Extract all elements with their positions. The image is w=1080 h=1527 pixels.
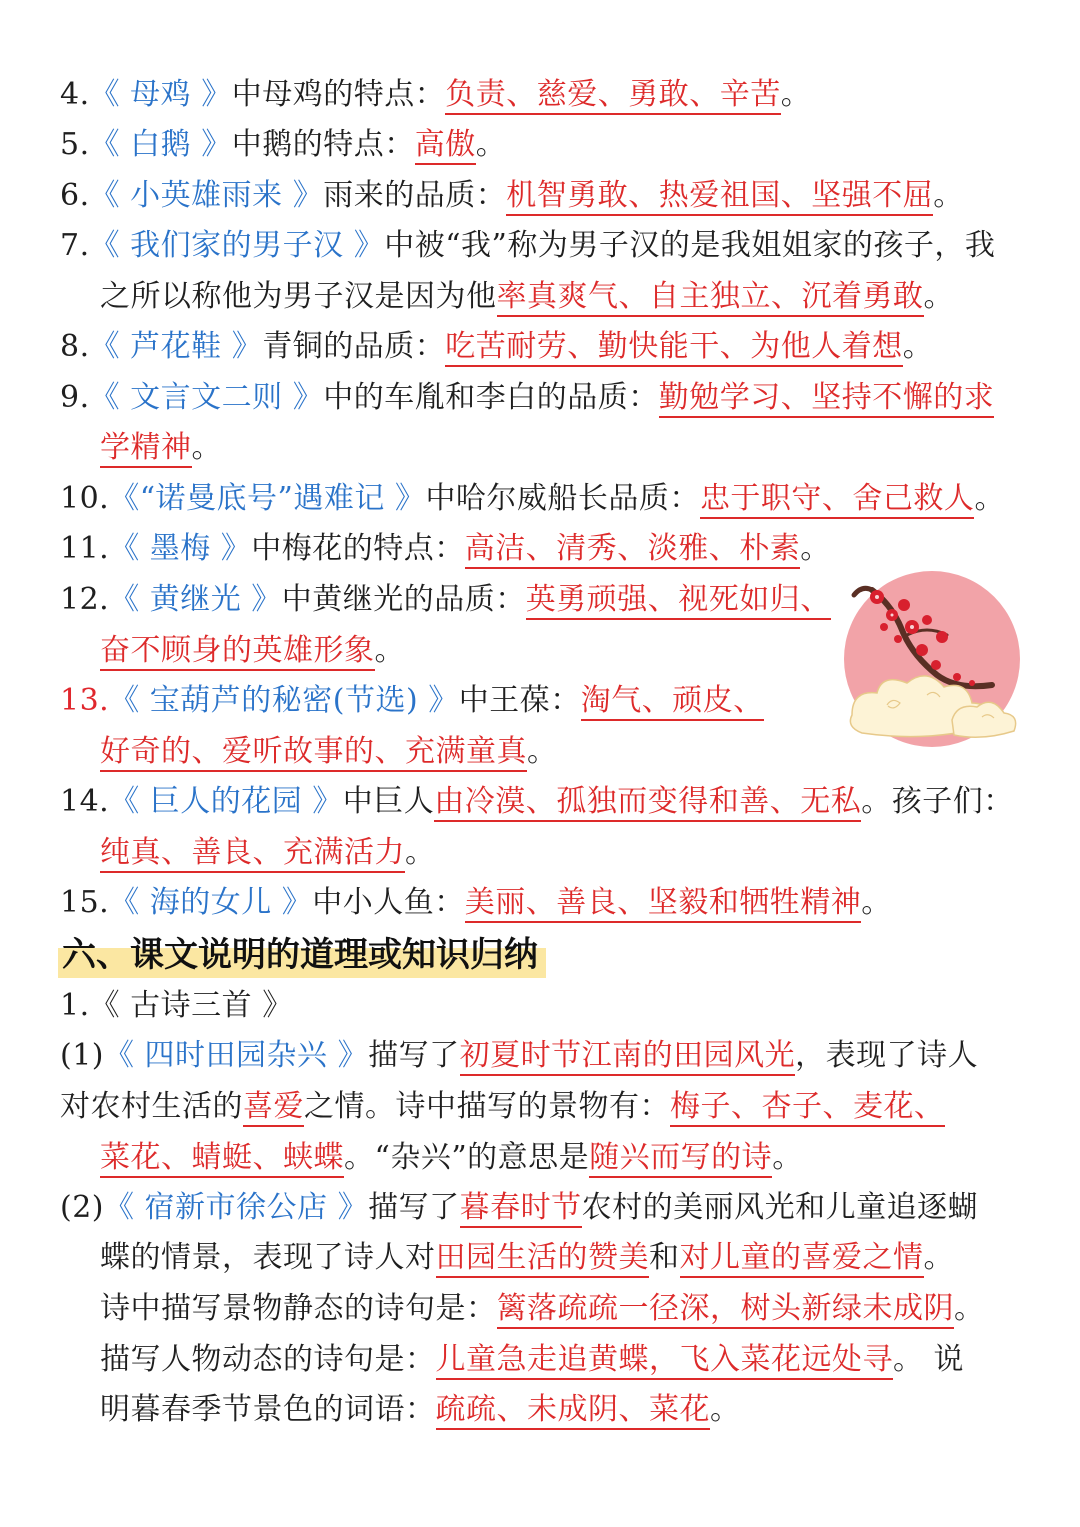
answer-text: 勤勉学习、坚持不懈的求	[659, 380, 995, 418]
lesson-title: 《 文言文二则 》	[89, 380, 324, 415]
answer-text: 儿童急走追黄蝶，飞入菜花远处寻	[436, 1342, 894, 1380]
paragraph-text: 和	[649, 1240, 680, 1275]
paragraph-line	[100, 1238, 954, 1278]
item-text: 中黄继光的品质：	[281, 582, 526, 617]
paragraph-line	[60, 1036, 978, 1076]
paragraph-line	[60, 1188, 978, 1228]
list-item	[60, 580, 831, 620]
item-text: 中母鸡的特点：	[231, 77, 446, 112]
paragraph-line	[100, 1289, 985, 1329]
punct: 。	[800, 531, 831, 566]
lesson-title: 《 母鸡 》	[89, 77, 232, 112]
paragraph-text: 。	[710, 1392, 741, 1427]
item-number: 12.	[60, 582, 110, 617]
punct: 。	[974, 481, 1005, 516]
answer-text: 纯真、善良、充满活力	[100, 835, 405, 873]
answer-text: 淘气、顽皮、	[581, 683, 764, 721]
list-item-continuation	[100, 631, 405, 671]
list-item-continuation	[100, 732, 558, 772]
list-item	[60, 176, 964, 216]
item-number: 8.	[60, 329, 90, 364]
section-heading: 六、课文说明的道理或知识归纳	[58, 932, 546, 978]
answer-text: 英勇顽强、视死如归、	[526, 582, 831, 620]
list-item	[60, 782, 1014, 822]
answer-text: 初夏时节江南的田园风光	[460, 1038, 796, 1076]
lesson-title: 《 小英雄雨来 》	[89, 178, 324, 213]
punct: 。	[191, 430, 222, 465]
paragraph-text: 蝶的情景，表现了诗人对	[100, 1240, 436, 1275]
punct: 。	[780, 77, 812, 112]
answer-text: 随兴而写的诗	[589, 1140, 772, 1178]
sub-heading: 1.《 古诗三首 》	[60, 988, 293, 1023]
punct: 。	[923, 279, 954, 314]
item-number: 14.	[60, 784, 110, 819]
item-text: 中梅花的特点：	[251, 531, 465, 566]
answer-text: 忠于职守、舍己救人	[700, 481, 975, 519]
answer-text: 奋不顾身的英雄形象	[100, 633, 375, 671]
paragraph-text: 。	[772, 1140, 803, 1175]
lesson-title: 《 墨梅 》	[109, 531, 252, 566]
paragraph-text: 描写人物动态的诗句是：	[100, 1342, 436, 1377]
list-item	[60, 125, 506, 165]
paragraph-text: 描写了	[368, 1038, 460, 1073]
answer-text: 由冷漠、孤独而变得和善、无私	[434, 784, 861, 822]
item-number: 11.	[60, 531, 110, 566]
item-number: 7.	[60, 228, 90, 263]
paragraph-number: (2)	[60, 1190, 104, 1225]
answer-text: 学精神	[100, 430, 192, 468]
paragraph-line	[100, 1138, 803, 1178]
item-text: 中小人鱼：	[312, 885, 465, 920]
plum-blossom-circle-illustration	[832, 565, 1026, 747]
paragraph-text: 对农村生活的	[60, 1089, 243, 1124]
item-text: 。孩子们：	[861, 784, 1014, 819]
answer-text: 梅子、杏子、麦花、	[670, 1089, 945, 1127]
list-item	[60, 75, 811, 115]
answer-text: 美丽、善良、坚毅和牺牲精神	[465, 885, 862, 923]
answer-text: 吃苦耐劳、勤快能干、为他人着想	[445, 329, 903, 367]
list-item	[60, 378, 994, 418]
answer-text: 田园生活的赞美	[436, 1240, 650, 1278]
list-item	[60, 327, 933, 367]
paragraph-text: 之情。诗中描写的景物有：	[304, 1089, 670, 1124]
lesson-title: 《 宝葫芦的秘密(节选) 》	[109, 683, 459, 718]
answer-text: 暮春时节	[460, 1190, 582, 1228]
lesson-title: 《 芦花鞋 》	[89, 329, 263, 364]
punct: 。	[861, 885, 892, 920]
paragraph-text: 。	[954, 1291, 985, 1326]
item-number: 15.	[60, 885, 110, 920]
poem-title: 《 四时田园杂兴 》	[104, 1038, 369, 1073]
punct: 。	[527, 734, 558, 769]
answer-text: 高洁、清秀、淡雅、朴素	[465, 531, 801, 569]
answer-text: 机智勇敢、热爱祖国、坚强不屈	[506, 178, 933, 216]
list-item-continuation	[100, 833, 436, 873]
answer-text: 菜花、蜻蜓、蛱蝶	[100, 1140, 344, 1178]
item-text: 青铜的品质：	[262, 329, 446, 364]
answer-text: 好奇的、爱听故事的、充满童真	[100, 734, 527, 772]
plum-blossom-icon	[832, 565, 1026, 747]
item-number: 13.	[60, 683, 110, 718]
item-text: 之所以称他为男子汉是因为他	[100, 279, 497, 314]
answer-text: 疏疏、未成阴、菜花	[436, 1392, 711, 1430]
item-number: 5.	[60, 127, 90, 162]
punct: 。	[374, 633, 405, 668]
item-text: 中鹅的特点：	[231, 127, 415, 162]
lesson-title: 《 我们家的男子汉 》	[89, 228, 385, 263]
lesson-title: 《 巨人的花园 》	[109, 784, 343, 819]
list-item	[60, 681, 764, 721]
paragraph-number: (1)	[60, 1038, 104, 1073]
list-item	[60, 226, 995, 266]
list-item	[60, 883, 892, 923]
paragraph-text: 农村的美丽风光和儿童追逐蝴	[581, 1190, 979, 1225]
paragraph-line	[100, 1340, 964, 1380]
lesson-title: 《 黄继光 》	[109, 582, 282, 617]
paragraph-text: 。 说	[893, 1342, 965, 1377]
paragraph-text: 。“杂兴”的意思是	[344, 1140, 590, 1175]
paragraph-line	[100, 1390, 741, 1430]
item-text: 雨来的品质：	[323, 178, 507, 213]
punct: 。	[405, 835, 436, 870]
punct: 。	[475, 127, 507, 162]
list-item	[60, 529, 831, 569]
paragraph-text: 诗中描写景物静态的诗句是：	[100, 1291, 497, 1326]
item-number: 9.	[60, 380, 90, 415]
item-text: 中王葆：	[458, 683, 581, 718]
item-text: 中巨人	[342, 784, 435, 819]
answer-text: 率真爽气、自主独立、沉着勇敢	[497, 279, 924, 317]
lesson-title: 《 海的女儿 》	[109, 885, 313, 920]
item-number: 4.	[60, 77, 90, 112]
punct: 。	[902, 329, 934, 364]
answer-text: 对儿童的喜爱之情	[680, 1240, 924, 1278]
paragraph-text: 。	[923, 1240, 954, 1275]
item-number: 10.	[60, 481, 110, 516]
list-item-continuation	[100, 428, 222, 468]
punct: 。	[933, 178, 964, 213]
lesson-title: 《 白鹅 》	[89, 127, 232, 162]
item-text: 中的车胤和李白的品质：	[323, 380, 659, 415]
list-item	[60, 479, 1005, 519]
answer-text: 喜爱	[243, 1089, 304, 1127]
answer-text: 高傲	[415, 127, 476, 165]
answer-text: 负责、慈爱、勇敢、辛苦	[445, 77, 781, 115]
item-text: 中被“我”称为男子汉的是我姐姐家的孩子，我	[384, 228, 996, 263]
item-number: 6.	[60, 178, 90, 213]
lesson-title: 《“诺曼底号”遇难记 》	[109, 481, 426, 516]
poem-title: 《 宿新市徐公店 》	[104, 1190, 369, 1225]
answer-text: 篱落疏疏一径深，树头新绿未成阴	[497, 1291, 955, 1329]
list-item-continuation	[100, 277, 954, 317]
paragraph-text: 明暮春季节景色的词语：	[100, 1392, 436, 1427]
paragraph-line	[60, 1087, 945, 1127]
item-text: 中哈尔威船长品质：	[425, 481, 700, 516]
paragraph-text: 描写了	[368, 1190, 460, 1225]
paragraph-text: ，表现了诗人	[795, 1038, 979, 1073]
